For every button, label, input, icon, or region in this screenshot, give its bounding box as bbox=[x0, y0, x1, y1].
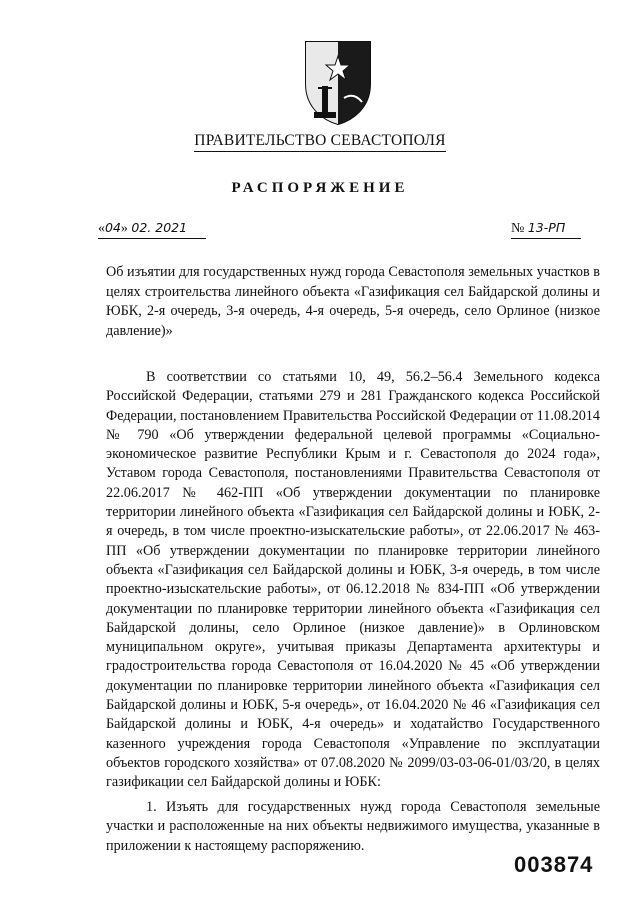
date-quote-close: » bbox=[120, 221, 132, 236]
document-number bbox=[511, 220, 581, 239]
serial-number: 003874 bbox=[514, 852, 594, 877]
date-quote-open: « bbox=[98, 221, 105, 236]
sevastopol-coat-of-arms-icon bbox=[300, 38, 376, 126]
government-name bbox=[0, 132, 640, 150]
document-subject: Об изъятии для государственных нужд города Севастополя земельных участков в целях строительства линейного объекта «Газификация сел Байдарской долины и ЮБК, 2-я очередь, 3-я очередь, 4-я очередь, 5-я очередь, село Орлиное (низкое давление)» bbox=[106, 264, 600, 339]
date-day: 04 bbox=[105, 220, 121, 235]
document-type: РАСПОРЯЖЕНИЕ bbox=[231, 180, 409, 196]
date-month-year: 02. 2021 bbox=[131, 220, 188, 235]
clause-1: 1. Изъять для государственных нужд города Севастополя земельные участки и расположенные на них объекты недвижимого имущества, указанные в приложении к настоящему распоряжению. bbox=[106, 799, 600, 854]
government-name-text: ПРАВИТЕЛЬСТВО СЕВАСТОПОЛЯ bbox=[194, 132, 445, 152]
preamble-paragraph: В соответствии со статьями 10, 49, 56.2–56.4 Земельного кодекса Российской Федерации, статьями 279 и 281 Гражданского кодекса Российской Федерации, постановлением Правительства Российской Федерации от 11.08.2014 № 790 «Об утверждении федеральной целевой программы «Социально-экономическое развитие Республики Крым и г. Севастополя до 2024 года», Уставом города Севастополя, постановлениями Правительства Севастополя от 22.06.2017 № 462-ПП «Об утверждении документации по планировке территории линейного объекта «Газификация сел Байдарской долины и ЮБК, 2-я очередь, в том числе проектно-изыскательские работы», от 22.06.2017 № 463-ПП «Об утверждении документации по планировке территории линейного объекта «Газификация сел Байдарской долины и ЮБК, 3-я очередь, в том числе проектно-изыскательские работы», от 06.12.2018 № 834-ПП «Об утверждении документации по планировке территории линейного объекта «Газификация сел Байдарской долины, село Орлиное (низкое давление)» в Орлиновском муниципальном округе», учитывая приказы Департамента архитектуры и градостроительства города Севастополя от 16.04.2020 № 45 «Об утверждении документации по планировке территории линейного объекта «Газификация сел Байдарской долины и ЮБК, 5-я очередь», от 16.04.2020 № 46 «Газификация сел Байдарской долины и ЮБК, 4-я очередь» и ходатайство Государственного казенного учреждения города Севастополя «Управление по эксплуатации объектов городского хозяйства» от 07.08.2020 № 2099/03-03-06-01/03/20, в целях газификации сел Байдарской долины и ЮБК: bbox=[106, 369, 600, 791]
document-date bbox=[98, 220, 206, 239]
number-value: 13-РП bbox=[527, 220, 566, 235]
number-prefix: № bbox=[511, 221, 528, 236]
